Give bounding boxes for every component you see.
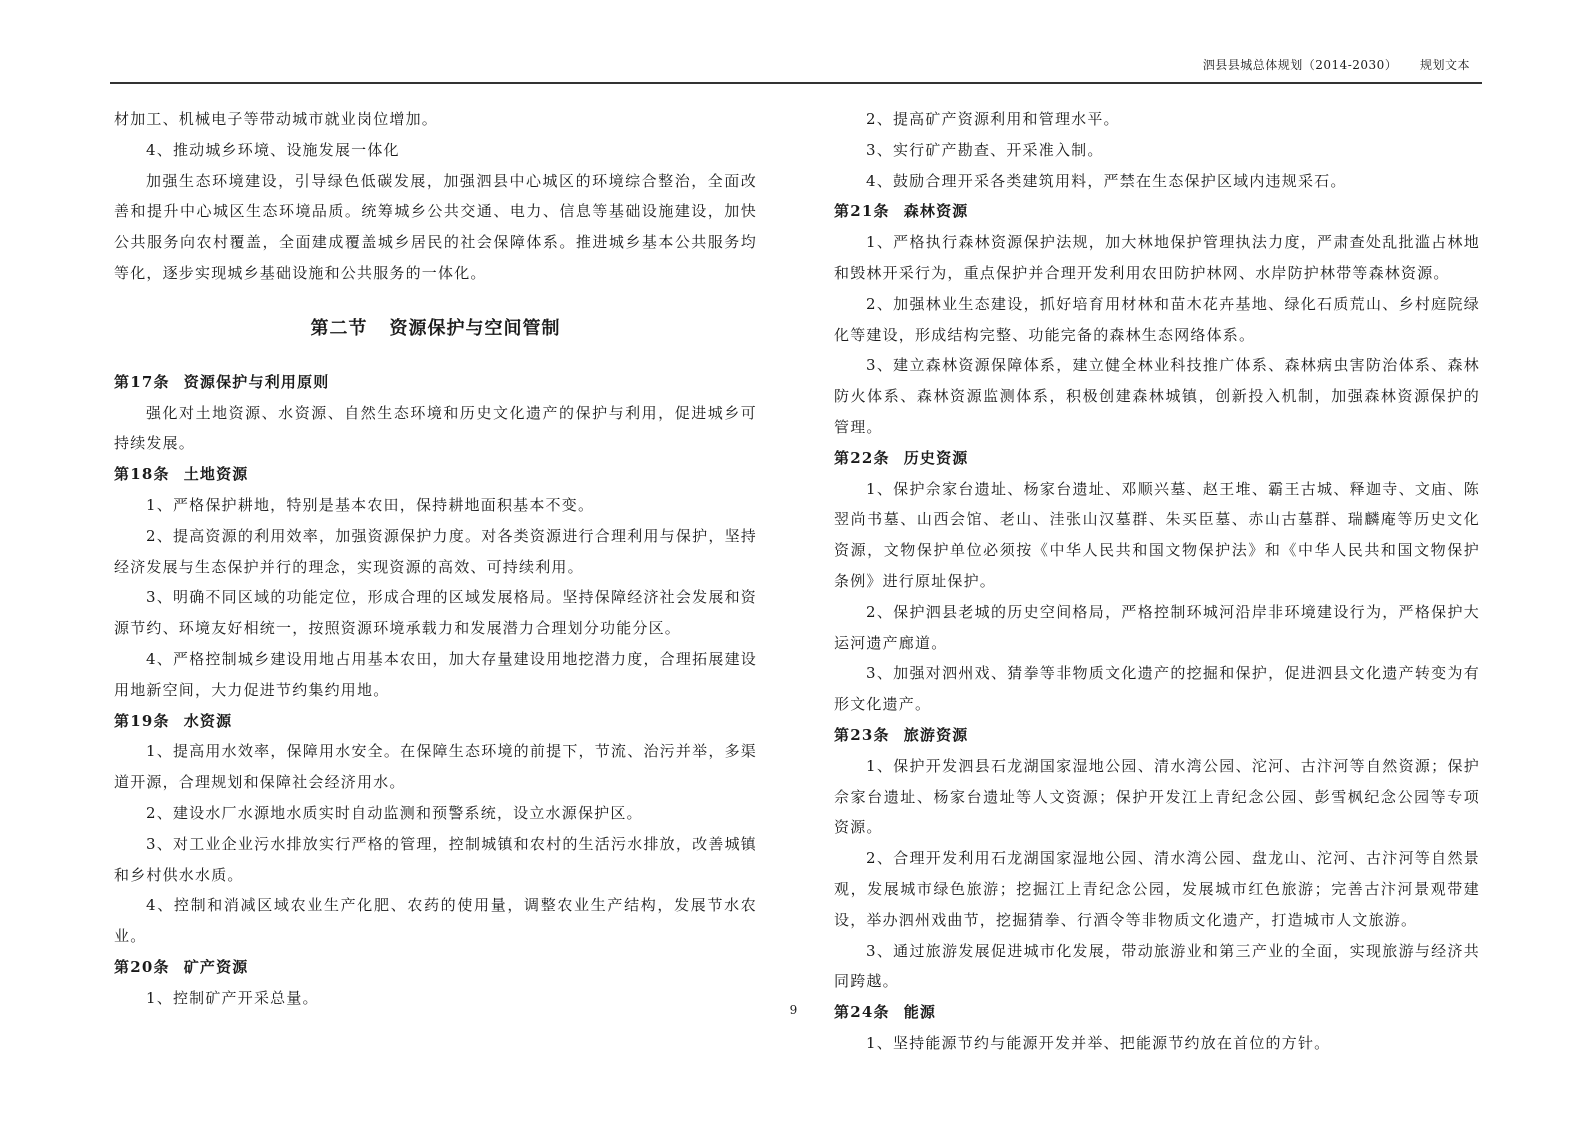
- article-number: 第24条: [834, 1003, 890, 1022]
- paragraph: 4、严格控制城乡建设用地占用基本农田，加大存量建设用地挖潜力度，合理拓展建设用地新空间，大力促进节约集约用地。: [114, 649, 757, 699]
- article-heading: [114, 367, 757, 398]
- paragraph: 强化对土地资源、水资源、自然生态环境和历史文化遗产的保护与利用，促进城乡可持续发展。: [114, 403, 757, 453]
- paragraph: 3、建立森林资源保障体系，建立健全林业科技推广体系、森林病虫害防治体系、森林防火体系、森林资源监测体系，积极创建森林城镇，创新投入机制，加强森林资源保护的管理。: [834, 356, 1480, 436]
- paragraph: 4、控制和消减区域农业生产化肥、农药的使用量，调整农业生产结构，发展节水农业。: [114, 896, 757, 946]
- section-title: 资源保护与空间管制: [389, 317, 561, 339]
- paragraph: 1、坚持能源节约与能源开发并举、把能源节约放在首位的方针。: [866, 1033, 1331, 1052]
- paragraph: 2、提高资源的利用效率，加强资源保护力度。对各类资源进行合理利用与保护，坚持经济发展与生态保护并行的理念，实现资源的高效、可持续利用。: [114, 526, 757, 576]
- article-number: 第19条: [114, 711, 170, 730]
- section-heading: [114, 289, 757, 367]
- article-title: 水资源: [183, 711, 233, 730]
- article-title: 旅游资源: [903, 725, 969, 744]
- paragraph: 2、建设水厂水源地水质实时自动监测和预警系统，设立水源保护区。: [146, 803, 643, 822]
- paragraph: 1、严格执行森林资源保护法规，加大林地保护管理执法力度，严肃查处乱批滥占林地和毁林开采行为，重点保护并合理开发利用农田防护林网、水岸防护林带等森林资源。: [834, 233, 1480, 282]
- header-rule: [110, 82, 1482, 84]
- running-header: [1203, 56, 1470, 73]
- paragraph: 加强生态环境建设，引导绿色低碳发展，加强泗县中心城区的环境综合整治，全面改善和提升中心城区生态环境品质。统筹城乡公共交通、电力、信息等基础设施建设，加快公共服务向农村覆盖，全面建成覆盖城乡居民的社会保障体系。推进城乡基本公共服务均等化，逐步实现城乡基础设施和公共服务的一体化。: [114, 171, 757, 282]
- subheading: 4、推动城乡环境、设施发展一体化: [146, 140, 400, 159]
- paragraph: 1、提高用水效率，保障用水安全。在保障生态环境的前提下，节流、治污并举，多渠道开源，合理规划和保障社会经济用水。: [114, 742, 757, 792]
- paragraph: 3、加强对泗州戏、猜拳等非物质文化遗产的挖掘和保护，促进泗县文化遗产转变为有形文化遗产。: [834, 664, 1480, 714]
- article-heading: [114, 459, 757, 490]
- article-heading: [114, 952, 757, 983]
- right-column: [834, 104, 1480, 1059]
- article-heading: [834, 720, 1480, 751]
- article-title: 能源: [903, 1003, 937, 1022]
- article-number: 第23条: [834, 725, 890, 744]
- article-title: 矿产资源: [183, 957, 249, 976]
- header-title: 泗县县城总体规划（2014-2030）: [1202, 58, 1398, 72]
- paragraph: 1、保护佘家台遗址、杨家台遗址、邓顺兴墓、赵王堆、霸王古城、释迦寺、文庙、陈翌尚书墓、山西会馆、老山、洼张山汉墓群、朱买臣墓、赤山古墓群、瑞麟庵等历史文化资源，文物保护单位必须按《中华人民共和国文物保护法》和《中华人民共和国文物保护条例》进行原址保护。: [834, 479, 1480, 590]
- article-number: 第18条: [114, 465, 170, 484]
- paragraph: 4、鼓励合理开采各类建筑用料，严禁在生态保护区域内违规采石。: [866, 171, 1347, 190]
- page-number: 9: [789, 1003, 798, 1017]
- article-number: 第21条: [834, 202, 890, 221]
- article-title: 土地资源: [183, 465, 249, 484]
- paragraph: 材加工、机械电子等带动城市就业岗位增加。: [114, 110, 439, 128]
- paragraph: 2、合理开发利用石龙湖国家湿地公园、清水湾公园、盘龙山、沱河、古汴河等自然景观，发展城市绿色旅游；挖掘江上青纪念公园，发展城市红色旅游；完善古汴河景观带建设，举办泗州戏曲节，挖掘猜拳、行酒令等非物质文化遗产，打造城市人文旅游。: [834, 849, 1480, 929]
- paragraph: 3、通过旅游发展促进城市化发展，带动旅游业和第三产业的全面，实现旅游与经济共同跨越。: [834, 941, 1480, 991]
- article-title: 历史资源: [903, 448, 969, 467]
- paragraph: 3、实行矿产勘查、开采准入制。: [866, 140, 1104, 159]
- article-heading: [834, 196, 1480, 227]
- paragraph: 2、提高矿产资源利用和管理水平。: [866, 110, 1120, 128]
- header-doc-type: 规划文本: [1419, 58, 1470, 72]
- left-column: [114, 104, 757, 1014]
- article-title: 资源保护与利用原则: [183, 372, 330, 391]
- article-heading: [834, 443, 1480, 474]
- paragraph: 3、对工业企业污水排放实行严格的管理，控制城镇和农村的生活污水排放，改善城镇和乡村供水水质。: [114, 834, 757, 884]
- article-number: 第22条: [834, 448, 890, 467]
- paragraph: 2、加强林业生态建设，抓好培育用材林和苗木花卉基地、绿化石质荒山、乡村庭院绿化等建设，形成结构完整、功能完备的森林生态网络体系。: [834, 294, 1480, 344]
- article-number: 第17条: [114, 372, 170, 391]
- paragraph: 1、严格保护耕地，特别是基本农田，保持耕地面积基本不变。: [146, 495, 595, 514]
- paragraph: 2、保护泗县老城的历史空间格局，严格控制环城河沿岸非环境建设行为，严格保护大运河遗产廊道。: [834, 602, 1480, 652]
- section-number: 第二节: [310, 317, 368, 339]
- paragraph: 3、明确不同区域的功能定位，形成合理的区域发展格局。坚持保障经济社会发展和资源节约、环境友好相统一，按照资源环境承载力和发展潜力合理划分功能分区。: [114, 588, 757, 638]
- article-title: 森林资源: [903, 202, 969, 221]
- article-number: 第20条: [114, 957, 170, 976]
- paragraph: 1、保护开发泗县石龙湖国家湿地公园、清水湾公园、沱河、古汴河等自然资源；保护佘家台遗址、杨家台遗址等人文资源；保护开发江上青纪念公园、彭雪枫纪念公园等专项资源。: [834, 756, 1480, 837]
- paragraph: 1、控制矿产开采总量。: [146, 988, 319, 1007]
- article-heading: [114, 706, 757, 737]
